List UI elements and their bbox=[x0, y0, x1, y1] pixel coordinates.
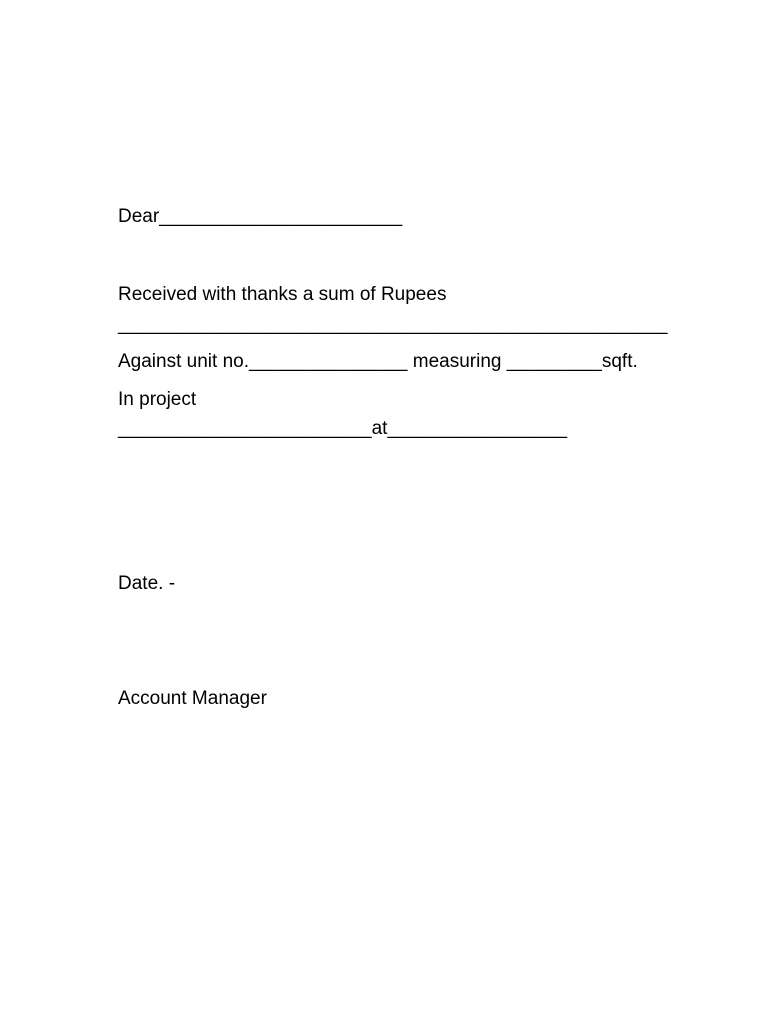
date-line: Date. - bbox=[118, 573, 176, 594]
salutation-line: Dear_______________________ bbox=[118, 206, 403, 227]
signature-title: Account Manager bbox=[118, 688, 267, 709]
unit-measurement-line: Against unit no._______________ measuring _________sqft. bbox=[118, 351, 638, 372]
amount-blank-line: ____________________________________________________ bbox=[118, 314, 668, 335]
received-text: Received with thanks a sum of Rupees bbox=[118, 284, 447, 305]
project-label: In project bbox=[118, 389, 197, 410]
project-location-blank-line: ________________________at_________________ bbox=[118, 418, 568, 439]
